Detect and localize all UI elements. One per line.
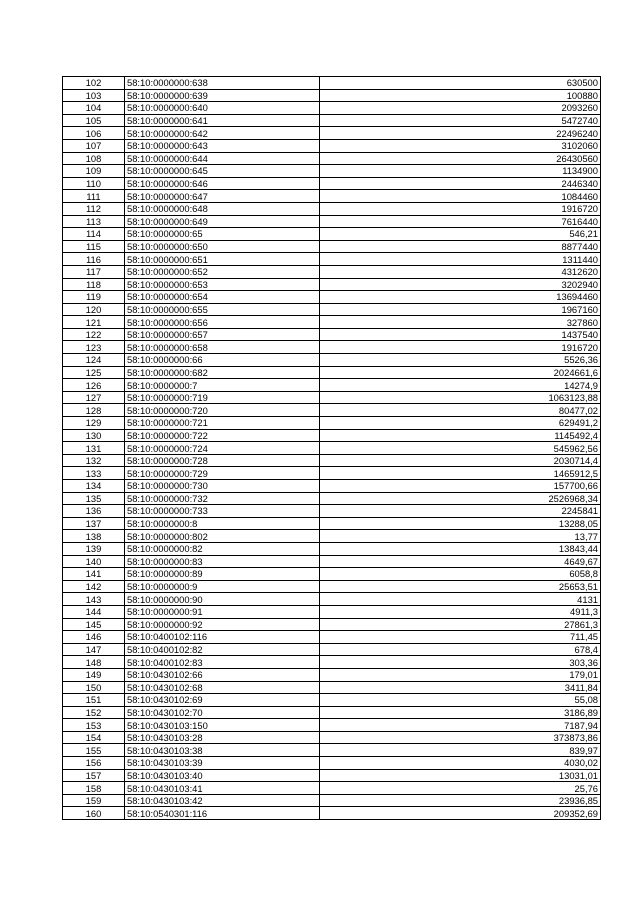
value-cell: 2526968,34 — [320, 492, 601, 505]
value-cell: 303,36 — [320, 656, 601, 669]
table-row — [63, 643, 601, 656]
value-cell: 1145492,4 — [320, 429, 601, 442]
row-number-cell: 121 — [63, 316, 125, 329]
cadastral-number-cell: 58:10:0000000:722 — [125, 429, 320, 442]
value-cell: 546,21 — [320, 228, 601, 241]
value-cell: 4312620 — [320, 265, 601, 278]
cadastral-number-cell: 58:10:0000000:728 — [125, 454, 320, 467]
row-number-cell: 145 — [63, 618, 125, 631]
value-cell: 630500 — [320, 77, 601, 90]
cadastral-number-cell: 58:10:0000000:639 — [125, 89, 320, 102]
value-cell: 13,77 — [320, 530, 601, 543]
cadastral-number-cell: 58:10:0000000:721 — [125, 417, 320, 430]
row-number-cell: 131 — [63, 442, 125, 455]
cadastral-number-cell: 58:10:0000000:91 — [125, 605, 320, 618]
cadastral-number-cell: 58:10:0430102:66 — [125, 668, 320, 681]
table-row — [63, 580, 601, 593]
row-number-cell: 103 — [63, 89, 125, 102]
cadastral-number-cell: 58:10:0000000:733 — [125, 505, 320, 518]
table-row — [63, 139, 601, 152]
table-row — [63, 429, 601, 442]
table-row — [63, 165, 601, 178]
value-cell: 7616440 — [320, 215, 601, 228]
cadastral-number-cell: 58:10:0000000:651 — [125, 253, 320, 266]
value-cell: 27861,3 — [320, 618, 601, 631]
value-cell: 13288,05 — [320, 517, 601, 530]
value-cell: 1311440 — [320, 253, 601, 266]
value-cell: 1967160 — [320, 303, 601, 316]
value-cell: 26430560 — [320, 152, 601, 165]
value-cell: 545962,56 — [320, 442, 601, 455]
row-number-cell: 113 — [63, 215, 125, 228]
row-number-cell: 148 — [63, 656, 125, 669]
row-number-cell: 133 — [63, 467, 125, 480]
table-row — [63, 757, 601, 770]
row-number-cell: 115 — [63, 240, 125, 253]
value-cell: 839,97 — [320, 744, 601, 757]
cadastral-number-cell: 58:10:0430103:42 — [125, 794, 320, 807]
row-number-cell: 130 — [63, 429, 125, 442]
row-number-cell: 104 — [63, 102, 125, 115]
cadastral-number-cell: 58:10:0400102:83 — [125, 656, 320, 669]
cadastral-number-cell: 58:10:0430102:70 — [125, 706, 320, 719]
cadastral-number-cell: 58:10:0000000:638 — [125, 77, 320, 90]
cadastral-number-cell: 58:10:0000000:647 — [125, 190, 320, 203]
cadastral-number-cell: 58:10:0000000:83 — [125, 555, 320, 568]
value-cell: 4911,3 — [320, 605, 601, 618]
row-number-cell: 149 — [63, 668, 125, 681]
value-cell: 1134900 — [320, 165, 601, 178]
row-number-cell: 108 — [63, 152, 125, 165]
cadastral-number-cell: 58:10:0000000:642 — [125, 127, 320, 140]
row-number-cell: 135 — [63, 492, 125, 505]
table-row — [63, 316, 601, 329]
row-number-cell: 134 — [63, 480, 125, 493]
row-number-cell: 116 — [63, 253, 125, 266]
value-cell: 3202940 — [320, 278, 601, 291]
value-cell: 80477,02 — [320, 404, 601, 417]
table-row — [63, 215, 601, 228]
table-row — [63, 480, 601, 493]
table-row — [63, 379, 601, 392]
cadastral-number-cell: 58:10:0000000:719 — [125, 391, 320, 404]
table-row — [63, 542, 601, 555]
row-number-cell: 109 — [63, 165, 125, 178]
cadastral-number-cell: 58:10:0000000:682 — [125, 366, 320, 379]
row-number-cell: 150 — [63, 681, 125, 694]
cadastral-number-cell: 58:10:0000000:82 — [125, 542, 320, 555]
row-number-cell: 153 — [63, 719, 125, 732]
row-number-cell: 156 — [63, 757, 125, 770]
row-number-cell: 143 — [63, 593, 125, 606]
table-row — [63, 782, 601, 795]
table-row — [63, 354, 601, 367]
table-row — [63, 618, 601, 631]
table-row — [63, 240, 601, 253]
row-number-cell: 125 — [63, 366, 125, 379]
row-number-cell: 118 — [63, 278, 125, 291]
cadastral-number-cell: 58:10:0000000:654 — [125, 291, 320, 304]
table-row — [63, 668, 601, 681]
cadastral-value-table — [62, 76, 601, 820]
cadastral-number-cell: 58:10:0000000:66 — [125, 354, 320, 367]
cadastral-number-cell: 58:10:0430102:69 — [125, 694, 320, 707]
table-row — [63, 631, 601, 644]
row-number-cell: 136 — [63, 505, 125, 518]
cadastral-number-cell: 58:10:0430103:38 — [125, 744, 320, 757]
cadastral-number-cell: 58:10:0000000:9 — [125, 580, 320, 593]
cadastral-number-cell: 58:10:0430103:150 — [125, 719, 320, 732]
row-number-cell: 141 — [63, 568, 125, 581]
table-row — [63, 265, 601, 278]
table-row — [63, 467, 601, 480]
row-number-cell: 127 — [63, 391, 125, 404]
row-number-cell: 160 — [63, 807, 125, 820]
table-row — [63, 794, 601, 807]
cadastral-number-cell: 58:10:0000000:643 — [125, 139, 320, 152]
value-cell: 3411,84 — [320, 681, 601, 694]
value-cell: 629491,2 — [320, 417, 601, 430]
value-cell: 3102060 — [320, 139, 601, 152]
value-cell: 13843,44 — [320, 542, 601, 555]
row-number-cell: 146 — [63, 631, 125, 644]
value-cell: 14274,9 — [320, 379, 601, 392]
row-number-cell: 144 — [63, 605, 125, 618]
cadastral-number-cell: 58:10:0000000:729 — [125, 467, 320, 480]
value-cell: 2024661,6 — [320, 366, 601, 379]
table-body — [63, 77, 601, 820]
cadastral-number-cell: 58:10:0400102:116 — [125, 631, 320, 644]
table-row — [63, 253, 601, 266]
table-row — [63, 517, 601, 530]
row-number-cell: 119 — [63, 291, 125, 304]
value-cell: 8877440 — [320, 240, 601, 253]
table-row — [63, 127, 601, 140]
table-row — [63, 719, 601, 732]
value-cell: 25,76 — [320, 782, 601, 795]
cadastral-number-cell: 58:10:0430103:28 — [125, 731, 320, 744]
row-number-cell: 117 — [63, 265, 125, 278]
table-row — [63, 228, 601, 241]
row-number-cell: 110 — [63, 177, 125, 190]
row-number-cell: 158 — [63, 782, 125, 795]
cadastral-number-cell: 58:10:0000000:658 — [125, 341, 320, 354]
value-cell: 6058,8 — [320, 568, 601, 581]
row-number-cell: 159 — [63, 794, 125, 807]
table-row — [63, 202, 601, 215]
cadastral-number-cell: 58:10:0000000:8 — [125, 517, 320, 530]
table-row — [63, 555, 601, 568]
value-cell: 23936,85 — [320, 794, 601, 807]
table-row — [63, 656, 601, 669]
cadastral-number-cell: 58:10:0000000:720 — [125, 404, 320, 417]
row-number-cell: 155 — [63, 744, 125, 757]
table-row — [63, 454, 601, 467]
value-cell: 3186,89 — [320, 706, 601, 719]
value-cell: 678,4 — [320, 643, 601, 656]
table-row — [63, 769, 601, 782]
row-number-cell: 123 — [63, 341, 125, 354]
row-number-cell: 138 — [63, 530, 125, 543]
row-number-cell: 120 — [63, 303, 125, 316]
table-row — [63, 442, 601, 455]
value-cell: 2446340 — [320, 177, 601, 190]
row-number-cell: 102 — [63, 77, 125, 90]
table-row — [63, 89, 601, 102]
cadastral-number-cell: 58:10:0000000:644 — [125, 152, 320, 165]
value-cell: 373873,86 — [320, 731, 601, 744]
cadastral-number-cell: 58:10:0000000:732 — [125, 492, 320, 505]
cadastral-number-cell: 58:10:0000000:652 — [125, 265, 320, 278]
row-number-cell: 111 — [63, 190, 125, 203]
cadastral-number-cell: 58:10:0540301:116 — [125, 807, 320, 820]
cadastral-number-cell: 58:10:0000000:730 — [125, 480, 320, 493]
value-cell: 2093260 — [320, 102, 601, 115]
row-number-cell: 140 — [63, 555, 125, 568]
cadastral-number-cell: 58:10:0000000:92 — [125, 618, 320, 631]
cadastral-number-cell: 58:10:0000000:656 — [125, 316, 320, 329]
table-row — [63, 366, 601, 379]
table-row — [63, 77, 601, 90]
value-cell: 13031,01 — [320, 769, 601, 782]
value-cell: 22496240 — [320, 127, 601, 140]
table-row — [63, 593, 601, 606]
table-row — [63, 391, 601, 404]
table-row — [63, 102, 601, 115]
value-cell: 1084460 — [320, 190, 601, 203]
row-number-cell: 147 — [63, 643, 125, 656]
value-cell: 25653,51 — [320, 580, 601, 593]
row-number-cell: 154 — [63, 731, 125, 744]
cadastral-number-cell: 58:10:0000000:646 — [125, 177, 320, 190]
cadastral-number-cell: 58:10:0000000:649 — [125, 215, 320, 228]
table-row — [63, 568, 601, 581]
cadastral-number-cell: 58:10:0000000:648 — [125, 202, 320, 215]
table-row — [63, 341, 601, 354]
table-row — [63, 744, 601, 757]
cadastral-number-cell: 58:10:0000000:657 — [125, 328, 320, 341]
value-cell: 5526,36 — [320, 354, 601, 367]
row-number-cell: 105 — [63, 114, 125, 127]
table-row — [63, 177, 601, 190]
table-row — [63, 530, 601, 543]
value-cell: 1063123,88 — [320, 391, 601, 404]
row-number-cell: 157 — [63, 769, 125, 782]
table-row — [63, 807, 601, 820]
cadastral-number-cell: 58:10:0000000:802 — [125, 530, 320, 543]
table-row — [63, 404, 601, 417]
cadastral-number-cell: 58:10:0000000:641 — [125, 114, 320, 127]
value-cell: 1437540 — [320, 328, 601, 341]
table-row — [63, 706, 601, 719]
table-row — [63, 114, 601, 127]
row-number-cell: 139 — [63, 542, 125, 555]
cadastral-number-cell: 58:10:0430102:68 — [125, 681, 320, 694]
row-number-cell: 107 — [63, 139, 125, 152]
cadastral-number-cell: 58:10:0400102:82 — [125, 643, 320, 656]
table-row — [63, 605, 601, 618]
row-number-cell: 132 — [63, 454, 125, 467]
row-number-cell: 129 — [63, 417, 125, 430]
row-number-cell: 126 — [63, 379, 125, 392]
cadastral-number-cell: 58:10:0000000:89 — [125, 568, 320, 581]
cadastral-number-cell: 58:10:0000000:65 — [125, 228, 320, 241]
table-row — [63, 681, 601, 694]
row-number-cell: 128 — [63, 404, 125, 417]
value-cell: 4649,67 — [320, 555, 601, 568]
value-cell: 1916720 — [320, 341, 601, 354]
value-cell: 100880 — [320, 89, 601, 102]
table-row — [63, 291, 601, 304]
cadastral-number-cell: 58:10:0430103:39 — [125, 757, 320, 770]
cadastral-number-cell: 58:10:0000000:724 — [125, 442, 320, 455]
row-number-cell: 112 — [63, 202, 125, 215]
table-row — [63, 417, 601, 430]
value-cell: 179,01 — [320, 668, 601, 681]
value-cell: 157700,66 — [320, 480, 601, 493]
cadastral-number-cell: 58:10:0000000:653 — [125, 278, 320, 291]
row-number-cell: 151 — [63, 694, 125, 707]
table-row — [63, 278, 601, 291]
cadastral-number-cell: 58:10:0000000:650 — [125, 240, 320, 253]
value-cell: 13694460 — [320, 291, 601, 304]
table-row — [63, 152, 601, 165]
value-cell: 1465912,5 — [320, 467, 601, 480]
table-row — [63, 505, 601, 518]
row-number-cell: 142 — [63, 580, 125, 593]
value-cell: 2030714,4 — [320, 454, 601, 467]
row-number-cell: 114 — [63, 228, 125, 241]
value-cell: 4131 — [320, 593, 601, 606]
table-row — [63, 492, 601, 505]
cadastral-number-cell: 58:10:0000000:655 — [125, 303, 320, 316]
value-cell: 2245841 — [320, 505, 601, 518]
cadastral-number-cell: 58:10:0430103:41 — [125, 782, 320, 795]
table-row — [63, 731, 601, 744]
row-number-cell: 106 — [63, 127, 125, 140]
cadastral-number-cell: 58:10:0000000:90 — [125, 593, 320, 606]
table-row — [63, 303, 601, 316]
row-number-cell: 152 — [63, 706, 125, 719]
table-row — [63, 694, 601, 707]
value-cell: 1916720 — [320, 202, 601, 215]
value-cell: 5472740 — [320, 114, 601, 127]
value-cell: 4030,02 — [320, 757, 601, 770]
row-number-cell: 137 — [63, 517, 125, 530]
cadastral-number-cell: 58:10:0000000:7 — [125, 379, 320, 392]
cadastral-number-cell: 58:10:0000000:645 — [125, 165, 320, 178]
table-row — [63, 190, 601, 203]
row-number-cell: 122 — [63, 328, 125, 341]
table-row — [63, 328, 601, 341]
row-number-cell: 124 — [63, 354, 125, 367]
value-cell: 327860 — [320, 316, 601, 329]
cadastral-number-cell: 58:10:0000000:640 — [125, 102, 320, 115]
value-cell: 7187,94 — [320, 719, 601, 732]
value-cell: 209352,69 — [320, 807, 601, 820]
cadastral-number-cell: 58:10:0430103:40 — [125, 769, 320, 782]
value-cell: 55,08 — [320, 694, 601, 707]
value-cell: 711,45 — [320, 631, 601, 644]
